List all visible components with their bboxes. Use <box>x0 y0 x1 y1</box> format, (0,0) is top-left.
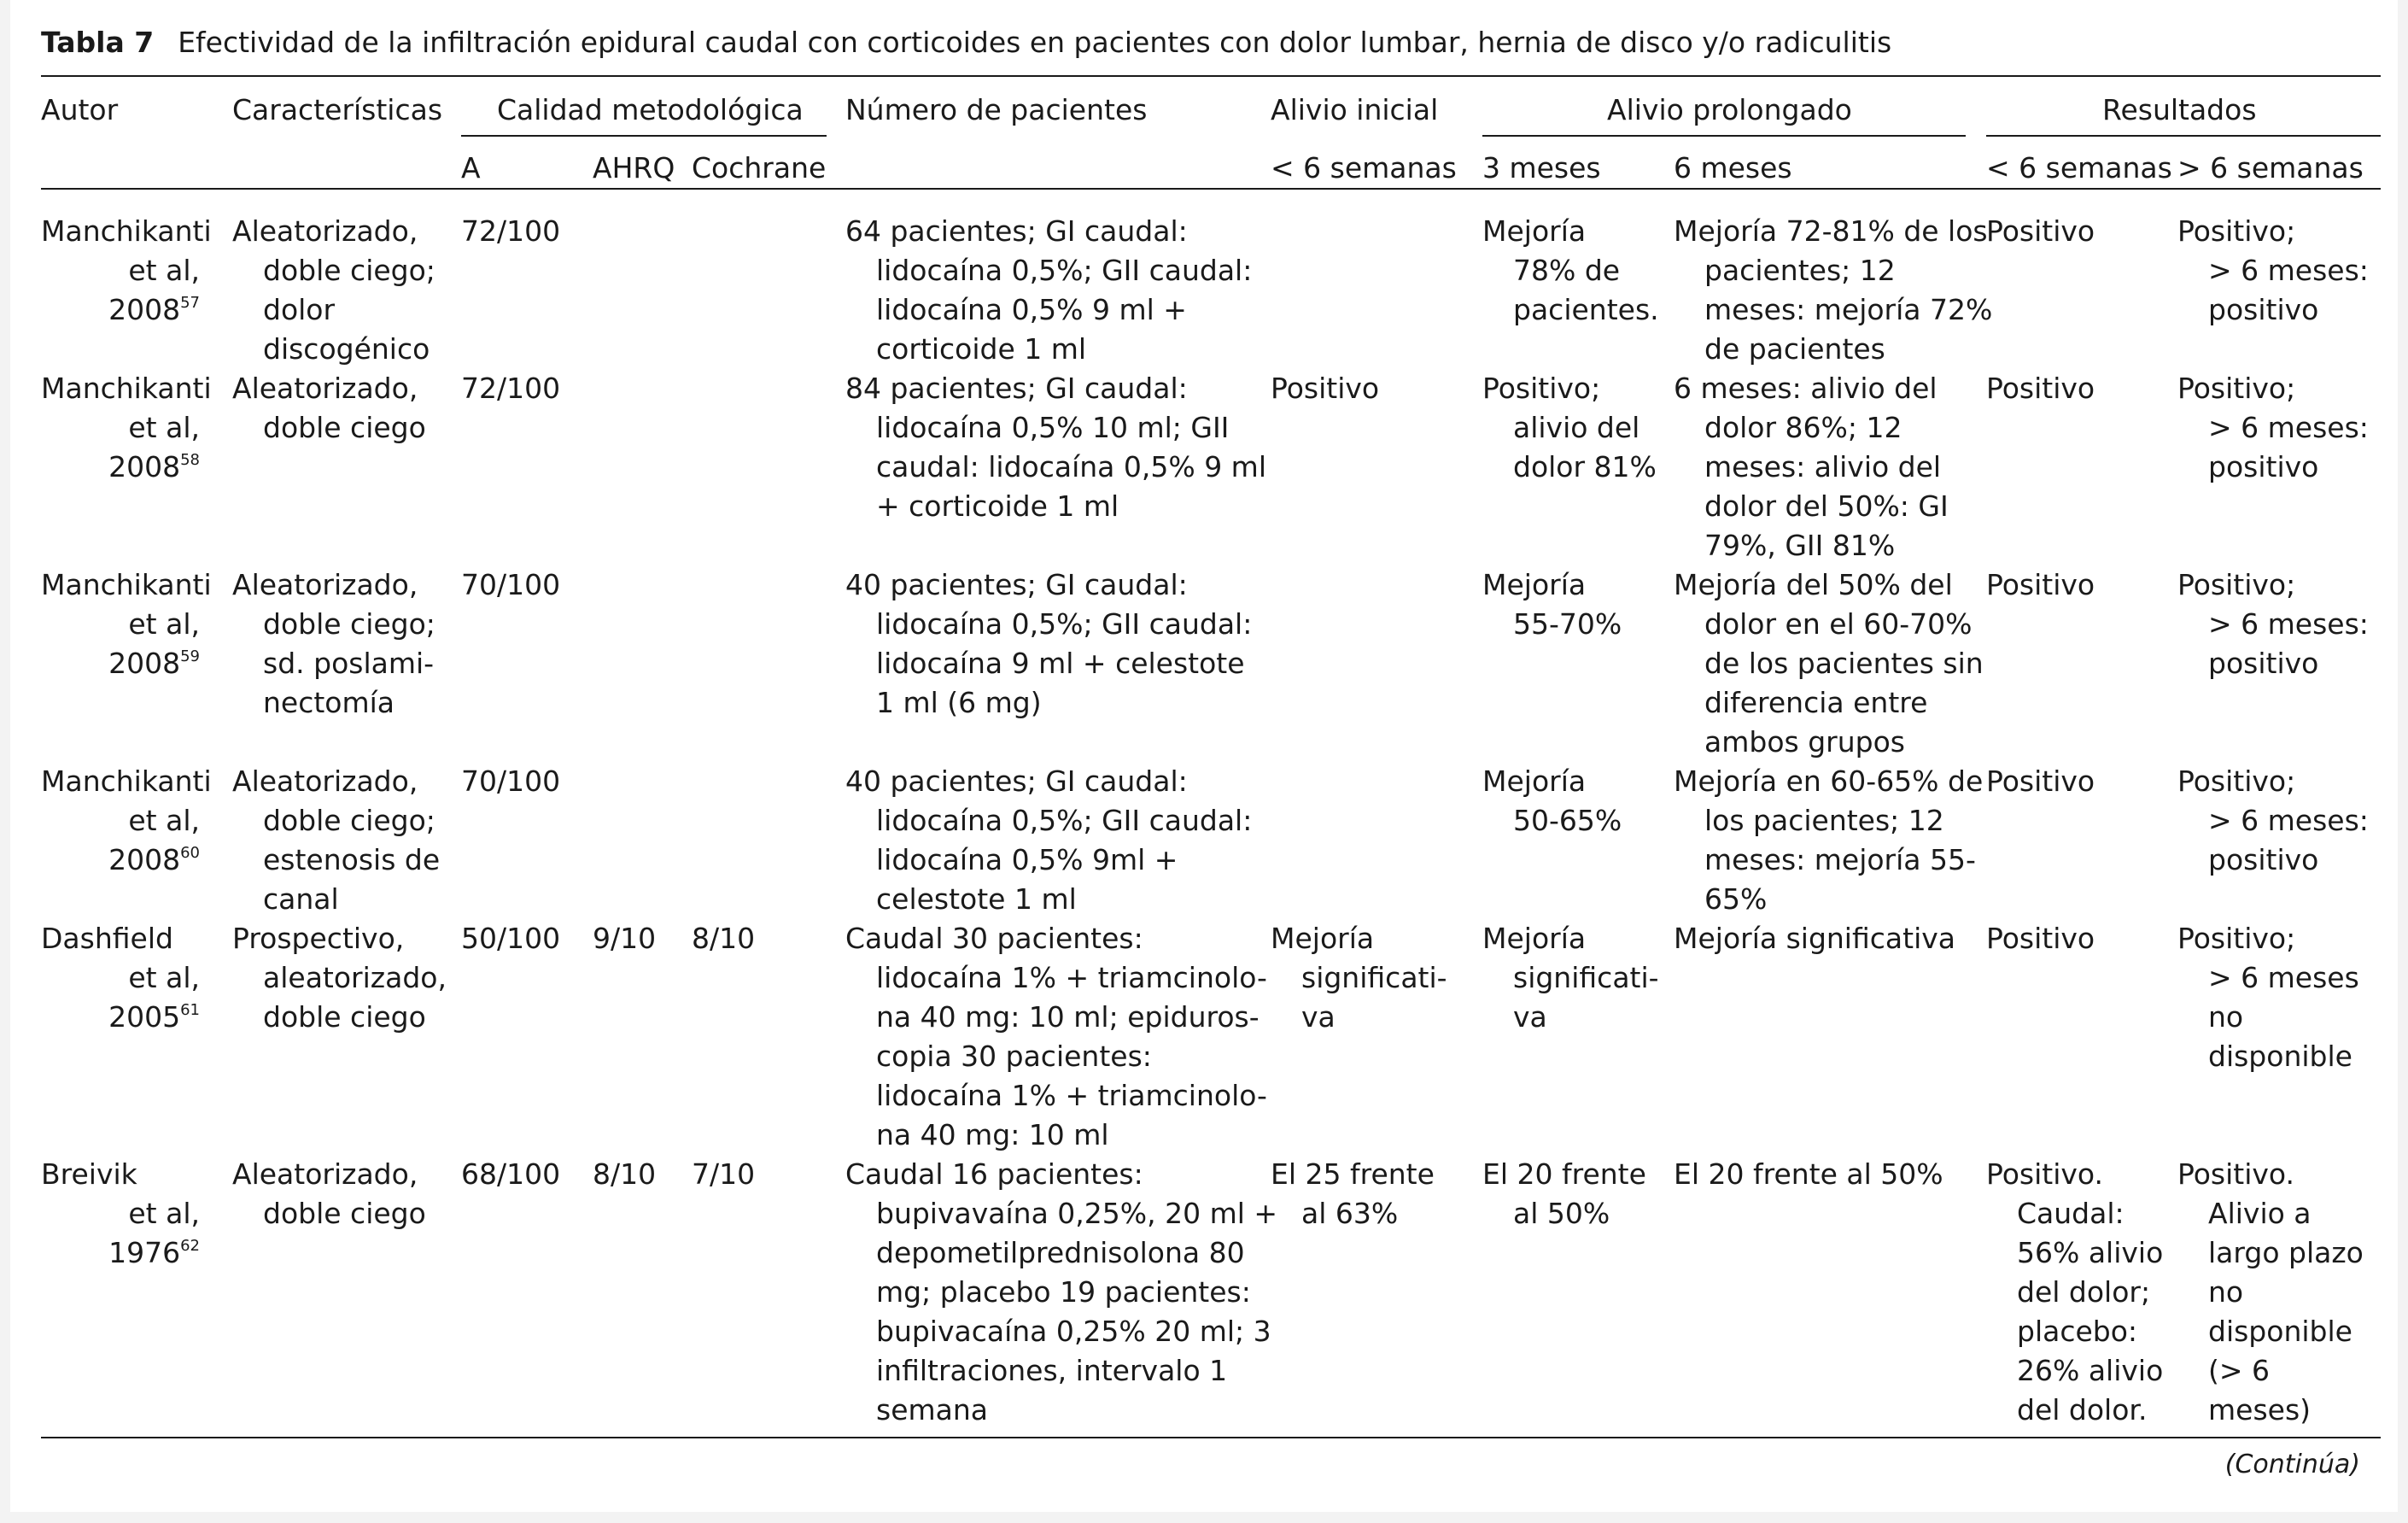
cell-caracteristicas <box>232 369 488 448</box>
header-rule <box>41 188 2381 190</box>
autor-text: et al, <box>128 411 200 444</box>
cell-numero-pacientes-line: 64 pacientes; GI caudal: <box>845 214 1188 248</box>
cell-numero-pacientes-line: bupivacaína 0,25% 20 ml; 3 <box>876 1315 1271 1348</box>
cell-caracteristicas-line: Aleatorizado, <box>232 568 418 601</box>
cell-numero-pacientes-line: lidocaína 0,5% 10 ml; GII <box>876 411 1230 444</box>
cell-a <box>461 762 581 801</box>
cell-a-value: 72/100 <box>461 214 561 248</box>
autor-line <box>41 251 200 290</box>
cell-resultado-mas6-line: no <box>2208 1000 2244 1034</box>
cell-caracteristicas-line: nectomía <box>263 686 395 719</box>
cell-ahrq <box>593 1155 678 1194</box>
cell-alivio-inicial <box>1271 1155 1467 1233</box>
cell-numero-pacientes-line: 1 ml (6 mg) <box>876 686 1042 719</box>
cell-resultado-mas6 <box>2177 212 2382 330</box>
cell-alivio-inicial-line: al 63% <box>1301 1197 1399 1230</box>
cell-resultado-menos6-line: Caudal: <box>2017 1197 2125 1230</box>
cell-tres-meses-line: significati- <box>1513 961 1659 994</box>
reference-number: 61 <box>180 1001 200 1019</box>
cell-numero-pacientes-line: mg; placebo 19 pacientes: <box>876 1275 1251 1309</box>
cell-resultado-mas6-line: Positivo; <box>2177 568 2296 601</box>
cell-seis-meses-line: dolor en el 60-70% <box>1704 607 1973 641</box>
cell-resultado-mas6-line: no <box>2208 1275 2244 1309</box>
continued-note: (Continúa) <box>2224 1450 2360 1479</box>
cell-resultado-menos6-line: Positivo. <box>1986 1157 2104 1191</box>
cell-caracteristicas-line: doble ciego <box>263 1000 426 1034</box>
cell-numero-pacientes <box>845 919 1267 1155</box>
autor-line <box>41 998 200 1037</box>
reference-number: 59 <box>180 647 200 665</box>
cell-resultado-mas6-line: (> 6 <box>2208 1354 2271 1387</box>
autor-line <box>41 1233 200 1273</box>
cell-numero-pacientes-line: na 40 mg: 10 ml <box>876 1118 1109 1151</box>
header-ahrq: AHRQ <box>593 151 675 185</box>
cell-numero-pacientes-line: Caudal 16 pacientes: <box>845 1157 1143 1191</box>
reference-number: 62 <box>180 1237 200 1255</box>
cell-numero-pacientes-line: semana <box>876 1393 989 1426</box>
header-caracteristicas: Características <box>232 93 443 126</box>
cell-numero-pacientes-line: 40 pacientes; GI caudal: <box>845 568 1188 601</box>
cell-caracteristicas-line: sd. poslami- <box>263 647 435 680</box>
cell-resultado-mas6-line: Positivo; <box>2177 922 2296 955</box>
bottom-rule <box>41 1437 2381 1438</box>
cell-resultado-mas6-line: Alivio a <box>2208 1197 2312 1230</box>
cell-resultado-mas6-line: Positivo; <box>2177 372 2296 405</box>
cell-resultado-mas6 <box>2177 1155 2382 1430</box>
reference-number: 60 <box>180 844 200 862</box>
autor-line <box>41 644 200 683</box>
autor-line <box>41 369 212 408</box>
cell-alivio-inicial <box>1271 919 1467 1037</box>
calidad-underline <box>461 135 827 137</box>
autor-text: Manchikanti <box>41 568 212 601</box>
cell-seis-meses-line: Mejoría significativa <box>1674 922 1955 955</box>
cell-resultado-menos6 <box>1986 212 2174 251</box>
cell-resultado-mas6 <box>2177 565 2382 683</box>
cell-resultado-menos6-line: Positivo <box>1986 764 2095 798</box>
cell-resultado-menos6-line: 56% alivio <box>2017 1236 2164 1269</box>
cell-alivio-inicial-line: Mejoría <box>1271 922 1375 955</box>
autor-line <box>41 841 200 880</box>
cell-tres-meses-line: alivio del <box>1513 411 1640 444</box>
cell-tres-meses-line: al 50% <box>1513 1197 1610 1230</box>
cell-numero-pacientes-line: 40 pacientes; GI caudal: <box>845 764 1188 798</box>
cell-tres-meses <box>1482 212 1670 330</box>
cell-caracteristicas-line: discogénico <box>263 332 430 366</box>
cell-numero-pacientes-line: lidocaína 0,5% 9ml + <box>876 843 1178 876</box>
cell-seis-meses <box>1674 1155 1990 1194</box>
cell-resultado-menos6-line: Positivo <box>1986 568 2095 601</box>
autor-text: Manchikanti <box>41 214 212 248</box>
cell-resultado-mas6-line: meses) <box>2208 1393 2312 1426</box>
cell-resultado-menos6-line: placebo: <box>2017 1315 2138 1348</box>
cell-caracteristicas <box>232 919 488 1037</box>
cell-numero-pacientes-line: infiltraciones, intervalo 1 <box>876 1354 1228 1387</box>
cell-numero-pacientes <box>845 212 1255 369</box>
autor-text: Manchikanti <box>41 372 212 405</box>
cell-resultado-mas6-line: > 6 meses: <box>2208 254 2369 287</box>
cell-seis-meses-line: los pacientes; 12 <box>1704 804 1944 837</box>
cell-numero-pacientes-line: lidocaína 0,5%; GII caudal: <box>876 804 1253 837</box>
autor-text: 2005 <box>108 1000 181 1034</box>
autor-line <box>41 1194 200 1233</box>
cell-seis-meses-line: meses: mejoría 55- <box>1704 843 1976 876</box>
cell-autor <box>41 369 212 487</box>
cell-resultado-mas6-line: > 6 meses: <box>2208 607 2369 641</box>
cell-seis-meses <box>1674 762 1990 919</box>
cell-resultado-menos6 <box>1986 1155 2174 1430</box>
cell-seis-meses-line: pacientes; 12 <box>1704 254 1896 287</box>
cell-a <box>461 212 581 251</box>
header-autor: Autor <box>41 93 119 126</box>
cell-a <box>461 565 581 605</box>
cell-numero-pacientes-line: lidocaína 1% + triamcinolo- <box>876 961 1267 994</box>
table-label: Tabla 7 <box>41 26 155 59</box>
cell-caracteristicas-line: doble ciego; <box>263 254 435 287</box>
cell-seis-meses-line: dolor del 50%: GI <box>1704 489 1949 523</box>
autor-text: et al, <box>128 607 200 641</box>
cell-tres-meses-line: Mejoría <box>1482 764 1587 798</box>
cell-a <box>461 919 581 958</box>
cell-numero-pacientes-line: lidocaína 0,5%; GII caudal: <box>876 607 1253 641</box>
cell-autor <box>41 919 212 1037</box>
autor-line <box>41 565 212 605</box>
cell-a-value: 70/100 <box>461 764 561 798</box>
cell-numero-pacientes-line: na 40 mg: 10 ml; epiduros- <box>876 1000 1260 1034</box>
autor-text: 2008 <box>108 450 181 483</box>
cell-seis-meses <box>1674 369 1990 565</box>
cell-resultado-menos6 <box>1986 369 2174 408</box>
cell-numero-pacientes-line: celestote 1 ml <box>876 882 1077 916</box>
cell-a-value: 68/100 <box>461 1157 561 1191</box>
autor-text: 1976 <box>108 1236 181 1269</box>
cell-numero-pacientes-line: lidocaína 0,5%; GII caudal: <box>876 254 1253 287</box>
cell-cochrane-value: 7/10 <box>692 1157 756 1191</box>
cell-caracteristicas-line: Aleatorizado, <box>232 372 418 405</box>
header-calidad: Calidad metodológica <box>497 93 804 126</box>
header-tres-meses: 3 meses <box>1482 151 1601 185</box>
header-seis-meses: 6 meses <box>1674 151 1792 185</box>
autor-text: et al, <box>128 961 200 994</box>
cell-autor <box>41 565 212 683</box>
top-rule <box>41 75 2381 77</box>
cell-resultado-menos6-line: Positivo <box>1986 922 2095 955</box>
reference-number: 58 <box>180 451 200 469</box>
cell-tres-meses-line: pacientes. <box>1513 293 1659 326</box>
cell-a-value: 70/100 <box>461 568 561 601</box>
cell-seis-meses-line: Mejoría en 60-65% de <box>1674 764 1984 798</box>
header-resultado-menos6: < 6 semanas <box>1986 151 2172 185</box>
cell-caracteristicas <box>232 212 488 369</box>
cell-resultado-mas6-line: Positivo; <box>2177 214 2296 248</box>
cell-resultado-mas6-line: > 6 meses: <box>2208 411 2369 444</box>
cell-numero-pacientes-line: caudal: lidocaína 0,5% 9 ml <box>876 450 1266 483</box>
autor-text: 2008 <box>108 647 181 680</box>
cell-alivio-inicial-line: El 25 frente <box>1271 1157 1435 1191</box>
autor-text: Dashfield <box>41 922 173 955</box>
cell-caracteristicas-line: doble ciego; <box>263 804 435 837</box>
autor-line <box>41 958 200 998</box>
header-numero-pacientes: Número de pacientes <box>845 93 1148 126</box>
cell-caracteristicas-line: Aleatorizado, <box>232 1157 418 1191</box>
cell-numero-pacientes-line: lidocaína 0,5% 9 ml + <box>876 293 1187 326</box>
cell-seis-meses-line: El 20 frente al 50% <box>1674 1157 1943 1191</box>
cell-tres-meses-line: 55-70% <box>1513 607 1622 641</box>
autor-line <box>41 408 200 448</box>
cell-resultado-mas6-line: > 6 meses: <box>2208 804 2369 837</box>
cell-caracteristicas-line: dolor <box>263 293 336 326</box>
cell-tres-meses-line: 78% de <box>1513 254 1621 287</box>
cell-caracteristicas-line: doble ciego <box>263 1197 426 1230</box>
cell-caracteristicas-line: aleatorizado, <box>263 961 447 994</box>
cell-numero-pacientes-line: depometilprednisolona 80 <box>876 1236 1245 1269</box>
cell-tres-meses-line: Positivo; <box>1482 372 1601 405</box>
cell-caracteristicas-line: doble ciego; <box>263 607 435 641</box>
autor-line <box>41 762 212 801</box>
cell-numero-pacientes <box>845 1155 1278 1430</box>
cell-resultado-mas6-line: > 6 meses <box>2208 961 2359 994</box>
cell-seis-meses <box>1674 212 1993 369</box>
cell-seis-meses-line: 6 meses: alivio del <box>1674 372 1938 405</box>
reference-number: 57 <box>180 294 200 312</box>
autor-text: Breivik <box>41 1157 137 1191</box>
autor-line <box>41 290 200 330</box>
header-inicial-menos6: < 6 semanas <box>1271 151 1457 185</box>
cell-resultado-mas6-line: positivo <box>2208 647 2319 680</box>
cell-seis-meses-line: dolor 86%; 12 <box>1704 411 1902 444</box>
cell-tres-meses-line: dolor 81% <box>1513 450 1657 483</box>
cell-tres-meses <box>1482 762 1670 841</box>
cell-caracteristicas-line: Aleatorizado, <box>232 214 418 248</box>
autor-text: et al, <box>128 254 200 287</box>
cell-numero-pacientes-line: bupivavaína 0,25%, 20 ml + <box>876 1197 1278 1230</box>
cell-tres-meses-line: Mejoría <box>1482 922 1587 955</box>
autor-line <box>41 919 212 958</box>
cell-caracteristicas-line: estenosis de <box>263 843 441 876</box>
cell-resultado-mas6-line: Positivo. <box>2177 1157 2295 1191</box>
header-resultado-mas6: > 6 semanas <box>2177 151 2364 185</box>
cell-resultado-mas6 <box>2177 369 2382 487</box>
cell-alivio-inicial-line: va <box>1301 1000 1336 1034</box>
cell-autor <box>41 212 212 330</box>
autor-text: et al, <box>128 1197 200 1230</box>
cell-alivio-inicial-line: significati- <box>1301 961 1447 994</box>
cell-tres-meses-line: Mejoría <box>1482 214 1587 248</box>
cell-autor <box>41 762 212 880</box>
cell-numero-pacientes <box>845 369 1266 526</box>
cell-autor <box>41 1155 212 1273</box>
header-cochrane: Cochrane <box>692 151 827 185</box>
cell-seis-meses-line: de pacientes <box>1704 332 1885 366</box>
cell-caracteristicas <box>232 762 488 919</box>
cell-a <box>461 1155 581 1194</box>
cell-numero-pacientes <box>845 565 1255 723</box>
cell-resultado-mas6 <box>2177 762 2382 880</box>
cell-resultado-mas6-line: Positivo; <box>2177 764 2296 798</box>
cell-ahrq <box>593 919 678 958</box>
cell-resultado-mas6-line: positivo <box>2208 293 2319 326</box>
cell-seis-meses-line: 79%, GII 81% <box>1704 529 1896 562</box>
cell-ahrq-value: 9/10 <box>593 922 657 955</box>
resultados-underline <box>1986 135 2381 137</box>
cell-resultado-mas6-line: disponible <box>2208 1040 2352 1073</box>
cell-resultado-menos6-line: del dolor. <box>2017 1393 2148 1426</box>
cell-caracteristicas-line: doble ciego <box>263 411 426 444</box>
header-alivio-inicial: Alivio inicial <box>1271 93 1439 126</box>
cell-resultado-mas6-line: largo plazo <box>2208 1236 2364 1269</box>
cell-caracteristicas-line: Aleatorizado, <box>232 764 418 798</box>
cell-seis-meses-line: Mejoría 72-81% de los <box>1674 214 1988 248</box>
cell-numero-pacientes-line: corticoide 1 ml <box>876 332 1087 366</box>
cell-numero-pacientes-line: 84 pacientes; GI caudal: <box>845 372 1188 405</box>
cell-seis-meses-line: Mejoría del 50% del <box>1674 568 1953 601</box>
cell-seis-meses-line: 65% <box>1704 882 1768 916</box>
cell-cochrane-value: 8/10 <box>692 922 756 955</box>
cell-resultado-menos6-line: del dolor; <box>2017 1275 2151 1309</box>
autor-line <box>41 605 200 644</box>
cell-numero-pacientes-line: + corticoide 1 ml <box>876 489 1119 523</box>
cell-seis-meses <box>1674 919 1990 958</box>
cell-alivio-inicial <box>1271 369 1467 408</box>
alivio-prolongado-underline <box>1482 135 1966 137</box>
cell-resultado-menos6 <box>1986 565 2174 605</box>
cell-resultado-mas6 <box>2177 919 2382 1076</box>
cell-seis-meses-line: ambos grupos <box>1704 725 1905 759</box>
cell-tres-meses-line: El 20 frente <box>1482 1157 1646 1191</box>
autor-text: 2008 <box>108 843 181 876</box>
cell-resultado-menos6-line: Positivo <box>1986 372 2095 405</box>
cell-resultado-mas6-line: positivo <box>2208 843 2319 876</box>
autor-text: Manchikanti <box>41 764 212 798</box>
cell-numero-pacientes-line: copia 30 pacientes: <box>876 1040 1152 1073</box>
cell-seis-meses <box>1674 565 1990 762</box>
cell-resultado-menos6 <box>1986 919 2174 958</box>
cell-tres-meses-line: Mejoría <box>1482 568 1587 601</box>
header-resultados: Resultados <box>2102 93 2257 126</box>
cell-tres-meses <box>1482 919 1670 1037</box>
cell-tres-meses-line: 50-65% <box>1513 804 1622 837</box>
header-alivio-prolongado: Alivio prolongado <box>1607 93 1852 126</box>
cell-resultado-menos6-line: Positivo <box>1986 214 2095 248</box>
autor-line <box>41 448 200 487</box>
table-caption <box>41 24 2381 62</box>
cell-resultado-mas6-line: disponible <box>2208 1315 2352 1348</box>
cell-resultado-menos6-line: 26% alivio <box>2017 1354 2164 1387</box>
cell-numero-pacientes <box>845 762 1255 919</box>
cell-resultado-menos6 <box>1986 762 2174 801</box>
cell-numero-pacientes-line: lidocaína 1% + triamcinolo- <box>876 1079 1267 1112</box>
autor-line <box>41 801 200 841</box>
autor-line <box>41 212 212 251</box>
cell-caracteristicas <box>232 1155 488 1233</box>
autor-text: 2008 <box>108 293 181 326</box>
cell-alivio-inicial-line: Positivo <box>1271 372 1380 405</box>
cell-a-value: 72/100 <box>461 372 561 405</box>
cell-cochrane <box>692 919 820 958</box>
cell-seis-meses-line: meses: mejoría 72% <box>1704 293 1993 326</box>
cell-seis-meses-line: meses: alivio del <box>1704 450 1942 483</box>
cell-tres-meses <box>1482 565 1670 644</box>
cell-numero-pacientes-line: Caudal 30 pacientes: <box>845 922 1143 955</box>
autor-text: et al, <box>128 804 200 837</box>
cell-caracteristicas <box>232 565 488 723</box>
cell-seis-meses-line: diferencia entre <box>1704 686 1928 719</box>
cell-tres-meses <box>1482 1155 1670 1233</box>
cell-numero-pacientes-line: lidocaína 9 ml + celestote <box>876 647 1245 680</box>
table-page <box>10 0 2398 1512</box>
cell-resultado-mas6-line: positivo <box>2208 450 2319 483</box>
cell-tres-meses-line: va <box>1513 1000 1547 1034</box>
cell-seis-meses-line: de los pacientes sin <box>1704 647 1984 680</box>
autor-line <box>41 1155 212 1194</box>
cell-tres-meses <box>1482 369 1670 487</box>
table-title: Efectividad de la infiltración epidural caudal con corticoides en pacientes con dolor lumbar, hernia de disco y/o radiculitis <box>178 26 1892 59</box>
header-a: A <box>461 151 481 185</box>
cell-a <box>461 369 581 408</box>
cell-caracteristicas-line: canal <box>263 882 339 916</box>
cell-a-value: 50/100 <box>461 922 561 955</box>
cell-caracteristicas-line: Prospectivo, <box>232 922 405 955</box>
cell-cochrane <box>692 1155 820 1194</box>
cell-ahrq-value: 8/10 <box>593 1157 657 1191</box>
